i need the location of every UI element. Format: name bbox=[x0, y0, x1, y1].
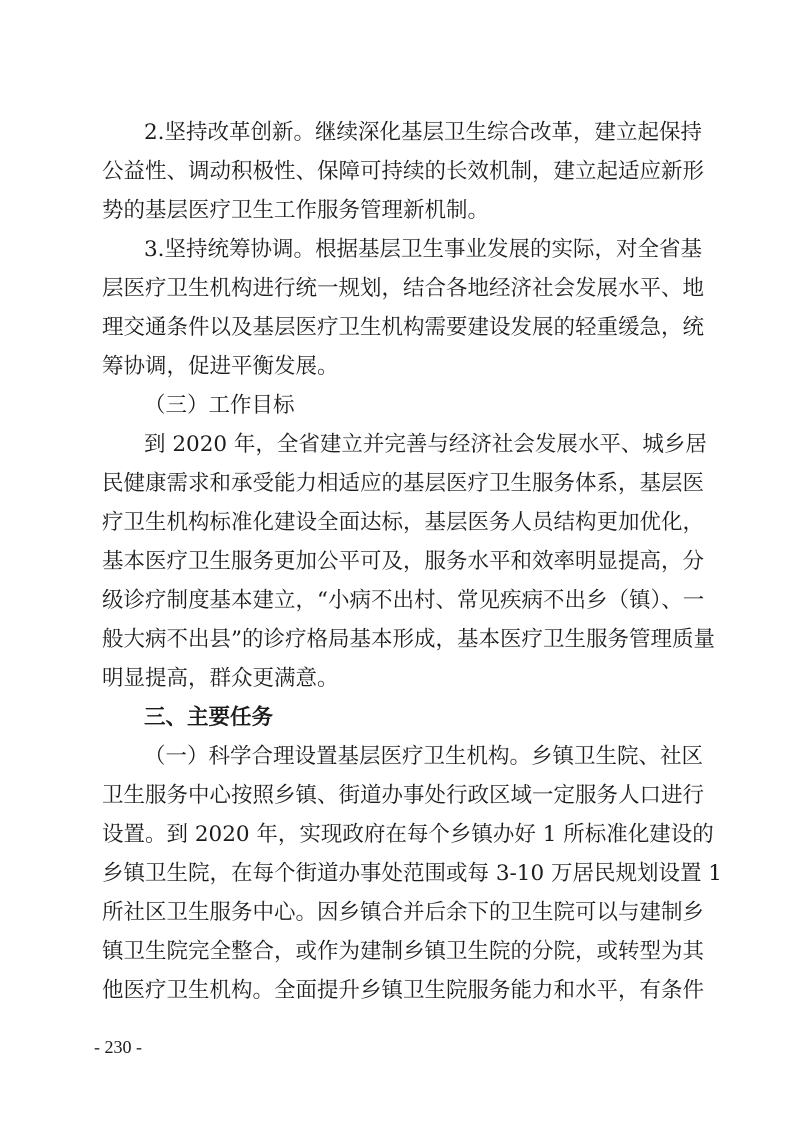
paragraph-1-line-3: 势的基层医疗卫生工作服务管理新机制。 bbox=[102, 198, 490, 223]
paragraph-2-line-4: 筹协调，促进平衡发展。 bbox=[102, 354, 339, 379]
paragraph-1-line-2: 公益性、调动积极性、保障可持续的长效机制，建立起适应新形 bbox=[102, 159, 705, 184]
paragraph-2-line-3: 理交通条件以及基层医疗卫生机构需要建设发展的轻重缓急，统 bbox=[102, 315, 705, 340]
paragraph-3-line-7: 明显提高，群众更满意。 bbox=[102, 666, 339, 691]
paragraph-4-line-5: 所社区卫生服务中心。因乡镇合并后余下的卫生院可以与建制乡 bbox=[102, 900, 705, 925]
paragraph-3-line-6: 般大病不出县”的诊疗格局基本形成，基本医疗卫生服务管理质量 bbox=[102, 627, 715, 652]
paragraph-3-line-1: 到 2020 年，全省建立并完善与经济社会发展水平、城乡居 bbox=[144, 432, 707, 457]
paragraph-2-line-1: 3.坚持统筹协调。根据基层卫生事业发展的实际，对全省基 bbox=[144, 237, 703, 262]
section-heading-main-tasks: 三、主要任务 bbox=[144, 705, 274, 730]
paragraph-3-line-3: 疗卫生机构标准化建设全面达标，基层医务人员结构更加优化， bbox=[102, 510, 705, 535]
paragraph-4-line-7: 他医疗卫生机构。全面提升乡镇卫生院服务能力和水平，有条件 bbox=[102, 978, 705, 1003]
paragraph-4-line-4: 乡镇卫生院，在每个街道办事处范围或每 3-10 万居民规划设置 1 bbox=[102, 861, 722, 886]
paragraph-1-line-1: 2.坚持改革创新。继续深化基层卫生综合改革，建立起保持 bbox=[144, 120, 703, 145]
section-heading-work-goals: （三）工作目标 bbox=[144, 393, 295, 418]
paragraph-3-line-5: 级诊疗制度基本建立，“小病不出村、常见疾病不出乡（镇）、一 bbox=[102, 588, 705, 613]
paragraph-4-line-3: 设置。到 2020 年，实现政府在每个乡镇办好 1 所标准化建设的 bbox=[102, 822, 714, 847]
paragraph-4-line-1: （一）科学合理设置基层医疗卫生机构。乡镇卫生院、社区 bbox=[144, 744, 704, 769]
paragraph-2-line-2: 层医疗卫生机构进行统一规划，结合各地经济社会发展水平、地 bbox=[102, 276, 705, 301]
page-number: - 230 - bbox=[94, 1037, 142, 1057]
paragraph-4-line-6: 镇卫生院完全整合，或作为建制乡镇卫生院的分院，或转型为其 bbox=[102, 939, 705, 964]
paragraph-3-line-2: 民健康需求和承受能力相适应的基层医疗卫生服务体系，基层医 bbox=[102, 471, 705, 496]
paragraph-3-line-4: 基本医疗卫生服务更加公平可及，服务水平和效率明显提高，分 bbox=[102, 549, 705, 574]
paragraph-4-line-2: 卫生服务中心按照乡镇、街道办事处行政区域一定服务人口进行 bbox=[102, 783, 705, 808]
